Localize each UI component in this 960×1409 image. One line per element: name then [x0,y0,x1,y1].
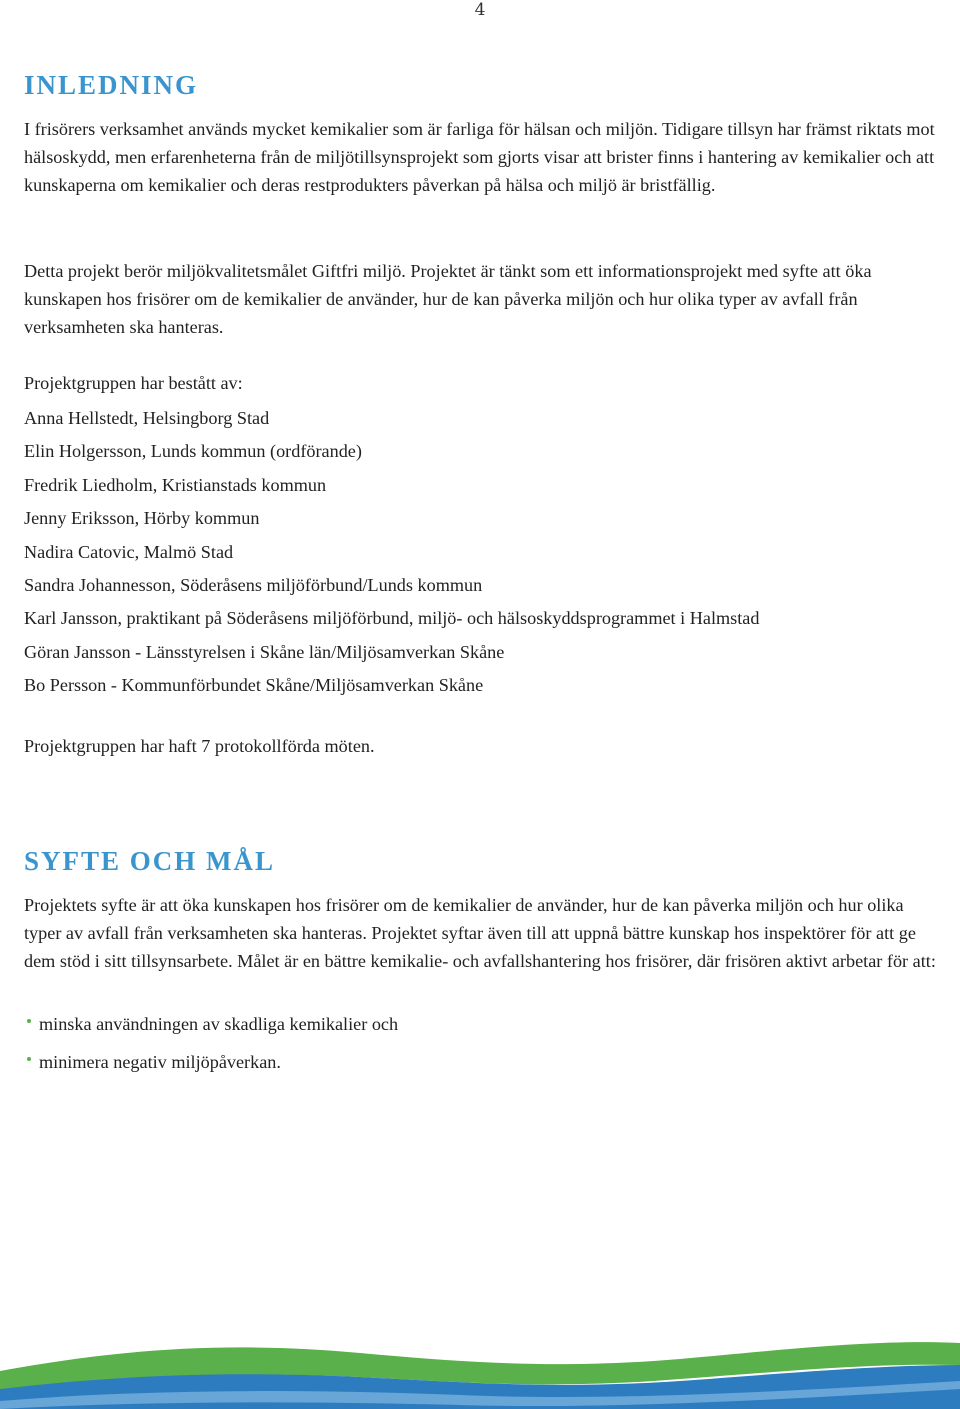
bullet-icon [27,1019,31,1023]
member-item: Elin Holgersson, Lunds kommun (ordförande) [24,441,362,462]
member-item: Fredrik Liedholm, Kristianstads kommun [24,474,327,495]
meetings-text: Projektgruppen har haft 7 protokollförda möten. [24,736,375,756]
goal-bullet-list [24,1010,398,1086]
member-item: Sandra Johannesson, Söderåsens miljöförbund/Lunds kommun [24,574,483,595]
heading-syfte-och-mal: SYFTE OCH MÅL [24,846,276,876]
goal-bullet-text: minska användningen av skadliga kemikalier och [39,1014,399,1034]
page-number: 4 [474,0,486,20]
intro-paragraph-1: I frisörers verksamhet används mycket kemikalier som är farliga för hälsan och miljön. Tidigare tillsyn har främst riktats mot hälsoskydd, men erfarenheterna från de miljötillsynsprojekt som gjorts visar att brister finns i hantering av kemikalier och att kunskaperna om kemikalier och deras restprodukters påverkan på hälsa och miljö är bristfällig. [24,119,935,196]
heading-inledning: INLEDNING [24,70,199,100]
goal-bullet-item [24,1048,398,1086]
project-group-intro: Projektgruppen har bestått av: [24,373,243,393]
member-item: Göran Jansson - Länsstyrelsen i Skåne län/Miljösamverkan Skåne [24,641,505,662]
member-item: Nadira Catovic, Malmö Stad [24,541,234,562]
bullet-icon [27,1057,31,1061]
footer-wave-decoration [0,1319,960,1409]
member-item: Anna Hellstedt, Helsingborg Stad [24,408,270,428]
member-item: Bo Persson - Kommunförbundet Skåne/Miljösamverkan Skåne [24,675,484,696]
intro-paragraph-2: Detta projekt berör miljökvalitetsmålet Giftfri miljö. Projektet är tänkt som ett informationsprojekt med syfte att öka kunskapen hos frisörer om de kemikalier de använder, hur de kan påverka miljön och hur olika typer av avfall från verksamheten ska hanteras. [24,261,872,338]
project-group-members [24,402,944,703]
goal-bullet-item [24,1010,398,1048]
member-item: Jenny Eriksson, Hörby kommun [24,508,260,529]
goal-bullet-text: minimera negativ miljöpåverkan. [39,1052,281,1072]
member-item: Karl Jansson, praktikant på Söderåsens miljöförbund, miljö- och hälsoskyddsprogrammet i Halmstad [24,608,760,629]
purpose-paragraph: Projektets syfte är att öka kunskapen hos frisörer om de kemikalier de använder, hur de kan påverka miljön och hur olika typer av avfall från verksamheten ska hanteras. Projektet syftar även till att uppnå bättre kunskap hos inspektörer för att ge dem stöd i sitt tillsynsarbete. Målet är en bättre kemikalie- och avfallshantering hos frisörer, där frisören aktivt arbetar för att: [24,895,936,972]
